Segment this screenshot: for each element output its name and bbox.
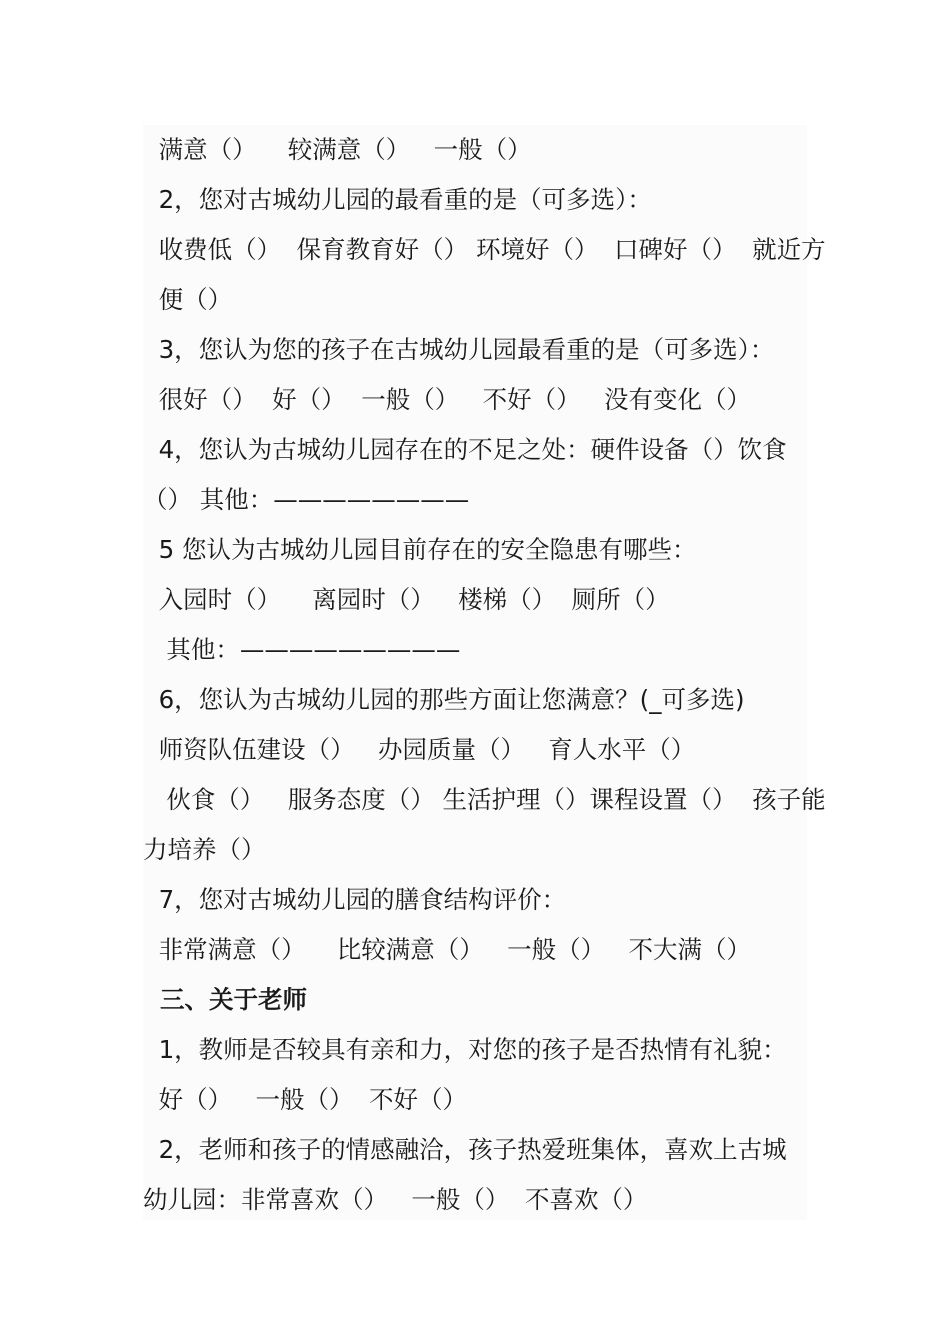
question-3-options: 很好（） 好（） 一般（） 不好（） 没有变化（） [143, 385, 751, 414]
question-7-options: 非常满意（） 比较满意（） 一般（） 不大满（） [143, 935, 751, 964]
section-heading-teachers: 三、关于老师 [143, 985, 308, 1014]
question-5-heading: 5 您认为古城幼儿园目前存在的安全隐患有哪些： [143, 535, 697, 564]
teacher-question-1-heading: 1，教师是否较具有亲和力，对您的孩子是否热情有礼貌： [143, 1035, 787, 1064]
question-3-heading: 3，您认为您的孩子在古城幼儿园最看重的是（可多选）： [143, 335, 775, 364]
answer-options-satisfaction: 满意（） 较满意（） 一般（） [143, 135, 532, 164]
question-5-other: 其他：————————— [143, 635, 461, 664]
question-2-options: 收费低（） 保育教育好（） 环境好（） 口碑好（） 就近方 [143, 235, 826, 264]
question-4-options-continued: （） 其他：———————— [143, 485, 470, 514]
question-6-options-row-2: 伙食（） 服务态度（） 生活护理（）课程设置（） 孩子能 [143, 785, 826, 814]
teacher-question-2-heading: 2，老师和孩子的情感融洽，孩子热爱班集体，喜欢上古城 [143, 1135, 787, 1164]
question-2-options-continued: 便（） [143, 285, 233, 314]
question-6-options-row-1: 师资队伍建设（） 办园质量（） 育人水平（） [143, 735, 696, 764]
question-6-options-row-3: 力培养（） [143, 835, 266, 864]
question-7-heading: 7，您对古城幼儿园的膳食结构评价： [143, 885, 567, 914]
teacher-question-1-options: 好（） 一般（） 不好（） [143, 1085, 468, 1114]
question-5-options: 入园时（） 离园时（） 楼梯（） 厕所（） [143, 585, 670, 614]
document-page [143, 125, 826, 1220]
teacher-question-2-options: 幼儿园：非常喜欢（） 一般（） 不喜欢（） [143, 1185, 648, 1214]
question-2-heading: 2，您对古城幼儿园的最看重的是（可多选）： [143, 185, 652, 214]
question-4-heading: 4，您认为古城幼儿园存在的不足之处：硬件设备（）饮食 [143, 435, 787, 464]
question-6-heading: 6，您认为古城幼儿园的那些方面让您满意？(_可多选) [143, 685, 745, 714]
